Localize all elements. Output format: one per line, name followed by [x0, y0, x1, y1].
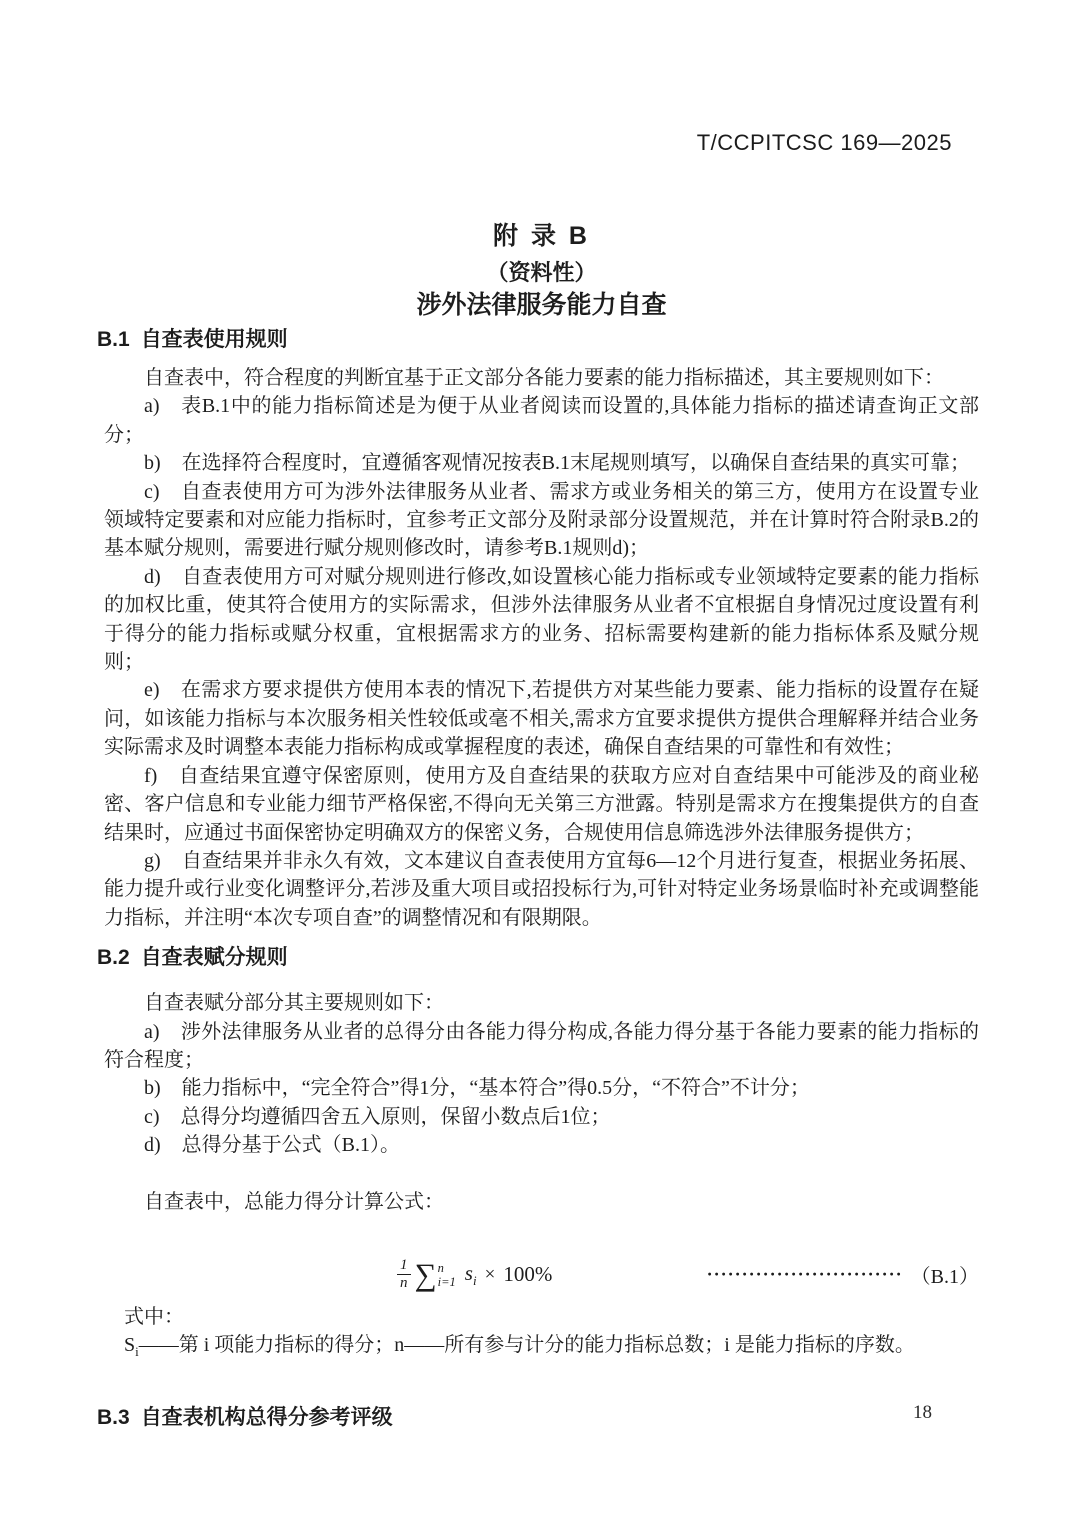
sigma-symbol: ∑ — [414, 1257, 437, 1293]
where-s-variable: S — [124, 1334, 136, 1357]
section-number: B.1 — [97, 328, 130, 351]
fraction — [397, 1257, 411, 1293]
list-item-label: b) — [144, 1077, 161, 1100]
formula-intro-paragraph: 自查表中，总能力得分计算公式： — [144, 1190, 444, 1213]
list-item — [104, 563, 979, 677]
list-item-text: 在选择符合程度时，宜遵循客观情况按表B.1末尾规则填写，以确保自查结果的真实可靠； — [181, 452, 971, 475]
section-number: B.3 — [97, 1405, 130, 1429]
list-item-label: d) — [144, 1134, 161, 1157]
list-item-label: f) — [144, 764, 158, 787]
sigma-lower-limit: i=1 — [437, 1274, 456, 1289]
list-item-label: a) — [144, 395, 160, 418]
list-item — [104, 1074, 979, 1102]
list-item-label: g) — [144, 849, 161, 872]
list-item — [104, 762, 979, 847]
list-item — [104, 847, 979, 932]
list-item-label: e) — [144, 679, 160, 702]
variable-subscript: i — [472, 1273, 477, 1289]
section-title: 自查表赋分规则 — [140, 946, 288, 970]
fraction-denominator: n — [400, 1275, 408, 1292]
dotted-leader: ···························· — [706, 1264, 903, 1285]
list-item-label: c) — [144, 1105, 160, 1128]
section-b3-heading — [97, 1405, 979, 1431]
where-label-paragraph: 式中： — [124, 1305, 184, 1328]
section-title: 自查表机构总得分参考评级 — [140, 1405, 393, 1429]
list-item — [104, 1131, 979, 1159]
appendix-type: （资料性） — [486, 260, 597, 285]
formula-expression — [397, 1257, 552, 1293]
list-item-label: d) — [144, 565, 161, 588]
where-text: ——第 i 项能力指标的得分；n——所有参与计分的能力指标总数；i 是能力指标的序数。 — [138, 1334, 915, 1357]
section-number: B.2 — [97, 946, 130, 970]
list-item — [104, 478, 979, 563]
list-item-text: 涉外法律服务从业者的总得分由各能力得分构成,各能力得分基于各能力要素的能力指标的符合程度； — [104, 1020, 979, 1071]
appendix-title: 附 录 B — [493, 222, 590, 250]
list-item — [104, 392, 979, 449]
list-item — [104, 449, 979, 477]
standard-number: T/CCPITCSC 169—2025 — [696, 130, 952, 155]
list-item — [104, 676, 979, 761]
b2-intro-paragraph: 自查表赋分部分其主要规则如下： — [144, 992, 444, 1015]
list-item — [104, 1018, 979, 1075]
list-item-text: 在需求方要求提供方使用本表的情况下,若提供方对某些能力要素、能力指标的设置存在疑问，如该能力指标与本次服务相关性较低或毫不相关,需求方宜要求提供方提供合理解释并结合业务实际需求及时调整本表能力指标构成或掌握程度的表述，确保自查结果的可靠性和有效性； — [104, 679, 979, 759]
appendix-subject: 涉外法律服务能力自查 — [416, 291, 667, 319]
sigma-limits — [438, 1261, 456, 1290]
section-b1-heading — [97, 327, 979, 353]
list-item-label: c) — [144, 480, 160, 503]
list-item-label: a) — [144, 1020, 160, 1043]
formula-number: （B.1） — [910, 1266, 979, 1289]
formula-b1 — [104, 1253, 979, 1297]
list-item-text: 自查表使用方可对赋分规则进行修改,如设置核心能力指标或专业领域特定要素的能力指标的加权比重，使其符合使用方的实际需求，但涉外法律服务从业者不宜根据自身情况过度设置有利于得分的能力指标或赋分权重，宜根据需求方的业务、招标需要构建新的能力指标体系及赋分规则； — [104, 565, 979, 674]
variable-symbol: s — [464, 1260, 473, 1285]
section-b2-heading — [97, 945, 979, 971]
sigma-upper-limit: n — [437, 1260, 444, 1275]
fraction-numerator: 1 — [397, 1257, 411, 1275]
list-item-text: 总得分均遵循四舍五入原则，保留小数点后1位； — [180, 1105, 611, 1128]
list-item-text: 自查结果宜遵守保密原则，使用方及自查结果的获取方应对自查结果中可能涉及的商业秘密、客户信息和专业能力细节严格保密,不得向无关第三方泄露。特别是需求方在搜集提供方的自查结果时，应通过书面保密协定明确双方的保密义务，合规使用信息筛选涉外法律服务提供方； — [104, 764, 979, 844]
list-item-text: 总得分基于公式（B.1）。 — [181, 1134, 401, 1157]
list-item-text: 自查表使用方可为涉外法律服务从业者、需求方或业务相关的第三方，使用方在设置专业领域特定要素和对应能力指标时，宜参考正文部分及附录部分设置规范，并在计算时符合附录B.2的基本赋分规则，需要进行赋分规则修改时，请参考B.1规则d)； — [104, 480, 979, 560]
list-item-text: 自查结果并非永久有效，文本建议自查表使用方宜每6—12个月进行复查，根据业务拓展、能力提升或行业变化调整评分,若涉及重大项目或招投标行为,可针对特定业务场景临时补充或调整能力指标，并注明“本次专项自查”的调整情况和有限期限。 — [104, 849, 979, 929]
list-item-text: 表B.1中的能力指标简述是为便于从业者阅读而设置的,具体能力指标的描述请查询正文部分； — [104, 395, 979, 446]
list-item — [104, 1103, 979, 1131]
list-item-label: b) — [144, 452, 161, 475]
formula-value: 100% — [503, 1262, 553, 1287]
section-title: 自查表使用规则 — [140, 328, 288, 351]
formula-variable — [465, 1261, 477, 1289]
multiplication-sign: × — [484, 1263, 496, 1285]
b1-intro-paragraph: 自查表中，符合程度的判断宜基于正文部分各能力要素的能力指标描述，其主要规则如下： — [144, 367, 944, 389]
where-s-subscript: i — [135, 1344, 139, 1360]
formula-variables-paragraph — [104, 1331, 979, 1366]
page-number: 18 — [913, 1402, 932, 1423]
appendix-title-block — [104, 219, 979, 321]
list-item-text: 能力指标中，“完全符合”得1分，“基本符合”得0.5分，“不符合”不计分； — [181, 1077, 810, 1100]
